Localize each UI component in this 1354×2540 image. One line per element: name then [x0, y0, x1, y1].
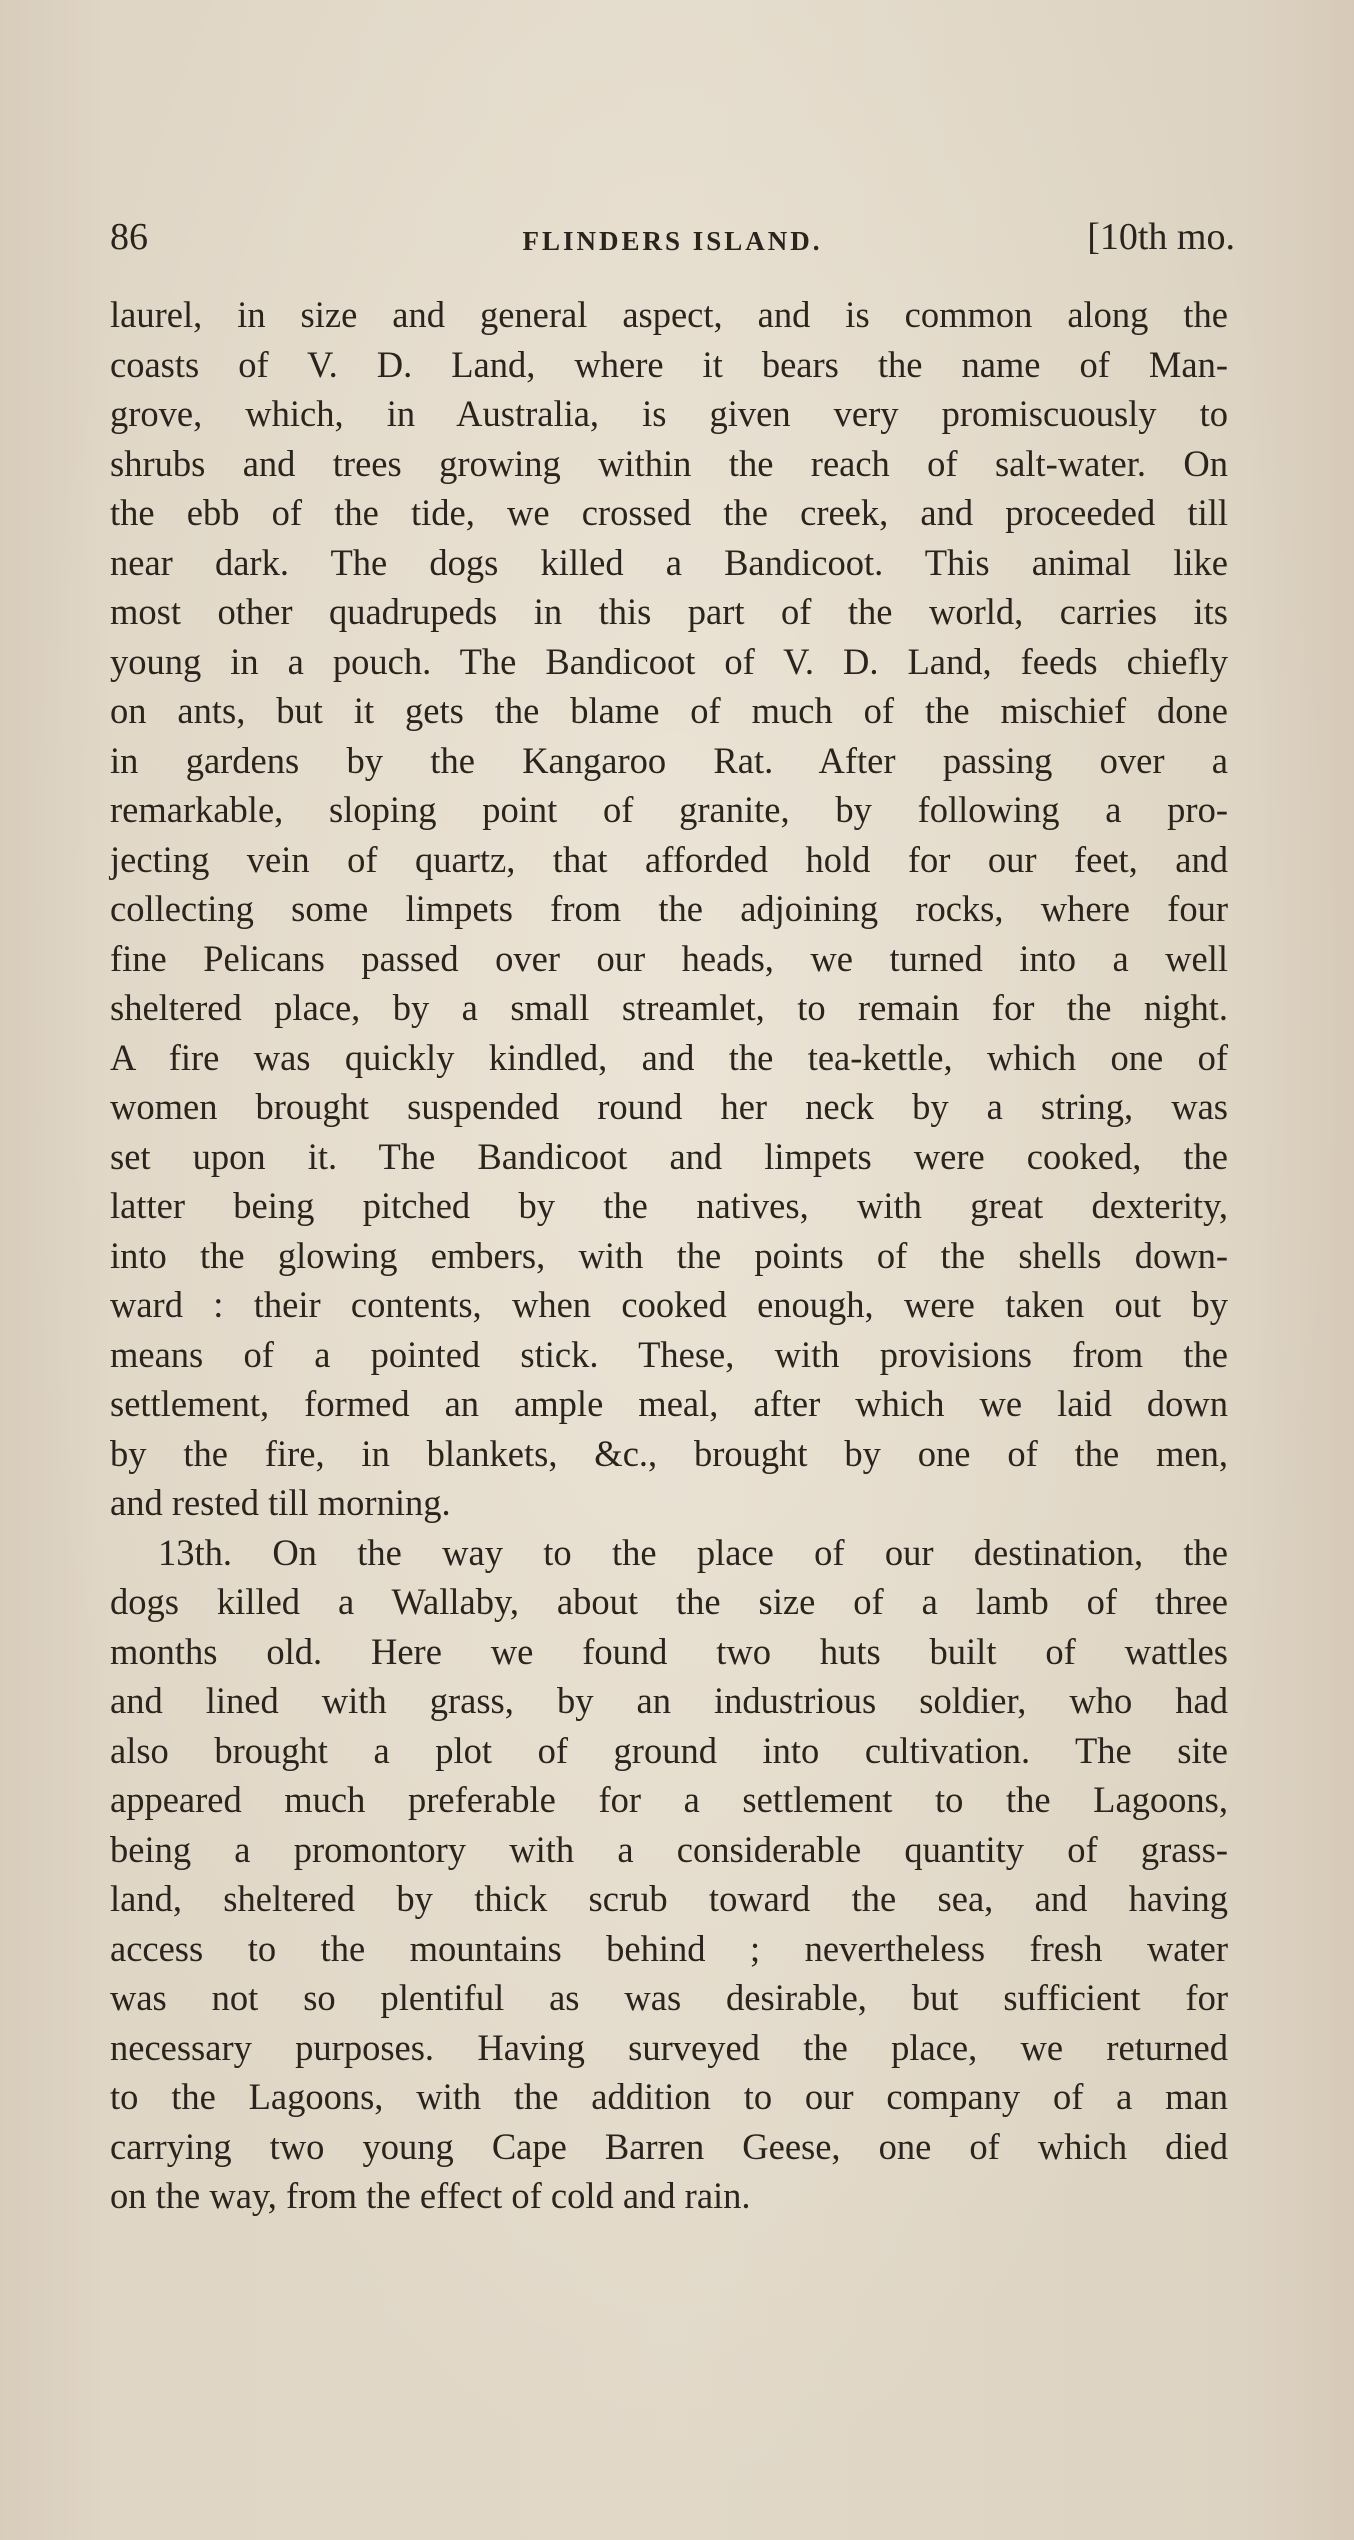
text-line: women brought suspended round her neck by a string, was	[110, 1086, 1228, 1127]
text-line: A fire was quickly kindled, and the tea-kettle, which one of	[110, 1036, 1228, 1078]
text-line: the ebb of the tide, we crossed the creek, and proceeded till	[110, 492, 1228, 533]
text-line: coasts of V. D. Land, where it bears the name of Man-	[110, 343, 1228, 385]
text-line: means of a pointed stick. These, with provisions from the	[110, 1333, 1228, 1375]
text-line: fine Pelicans passed over our heads, we turned into a well	[110, 937, 1228, 979]
paragraph-end-line: and rested till morning.	[110, 1482, 451, 1523]
text-line: appeared much preferable for a settlement to the Lagoons,	[110, 1779, 1228, 1820]
text-line: on ants, but it gets the blame of much of the mischief done	[110, 690, 1228, 731]
text-line: remarkable, sloping point of granite, by following a pro-	[110, 789, 1228, 830]
page-number: 86	[110, 216, 148, 258]
text-line: ward : their contents, when cooked enough, were taken out by	[110, 1284, 1228, 1325]
text-line: was not so plentiful as was desirable, but sufficient for	[110, 1977, 1228, 2018]
text-line: access to the mountains behind ; nevertheless fresh water	[110, 1927, 1228, 1969]
text-line: latter being pitched by the natives, with great dexterity,	[110, 1185, 1228, 1226]
text-line: settlement, formed an ample meal, after which we laid down	[110, 1383, 1228, 1424]
text-line: laurel, in size and general aspect, and is common along the	[110, 294, 1228, 335]
text-line: near dark. The dogs killed a Bandicoot. This animal like	[110, 541, 1228, 583]
text-line: being a promontory with a considerable quantity of grass-	[110, 1828, 1228, 1870]
text-line: also brought a plot of ground into cultivation. The site	[110, 1729, 1228, 1771]
text-line: necessary purposes. Having surveyed the place, we returned	[110, 2026, 1228, 2068]
text-line: grove, which, in Australia, is given very promiscuously to	[110, 393, 1228, 434]
text-line: in gardens by the Kangaroo Rat. After passing over a	[110, 739, 1228, 781]
text-line: carrying two young Cape Barren Geese, one of which died	[110, 2125, 1228, 2167]
text-line: dogs killed a Wallaby, about the size of a lamb of three	[110, 1581, 1228, 1622]
text-line: by the fire, in blankets, &c., brought by one of the men,	[110, 1432, 1228, 1474]
text-line: jecting vein of quartz, that afforded hold for our feet, and	[110, 838, 1228, 880]
text-line: sheltered place, by a small streamlet, to remain for the night.	[110, 987, 1228, 1028]
text-line: shrubs and trees growing within the reach of salt-water. On	[110, 442, 1228, 484]
text-line: and lined with grass, by an industrious soldier, who had	[110, 1680, 1228, 1721]
running-title: FLINDERS ISLAND.	[522, 226, 823, 256]
text-line: most other quadrupeds in this part of the world, carries its	[110, 591, 1228, 632]
date-marker: [10th mo.	[1087, 216, 1235, 258]
text-line: collecting some limpets from the adjoining rocks, where four	[110, 888, 1228, 929]
text-line: young in a pouch. The Bandicoot of V. D. Land, feeds chiefly	[110, 640, 1228, 682]
text-line: land, sheltered by thick scrub toward the sea, and having	[110, 1878, 1228, 1919]
text-line: set upon it. The Bandicoot and limpets were cooked, the	[110, 1135, 1228, 1177]
text-line: to the Lagoons, with the addition to our company of a man	[110, 2076, 1228, 2117]
paragraph-start-line: 13th. On the way to the place of our destination, the	[158, 1531, 1228, 1573]
page-header	[110, 212, 1235, 272]
text-line: into the glowing embers, with the points of the shells down-	[110, 1234, 1228, 1276]
body-text	[110, 290, 1228, 2221]
paragraph-end-line: on the way, from the effect of cold and rain.	[110, 2175, 751, 2216]
text-line: months old. Here we found two huts built of wattles	[110, 1630, 1228, 1672]
